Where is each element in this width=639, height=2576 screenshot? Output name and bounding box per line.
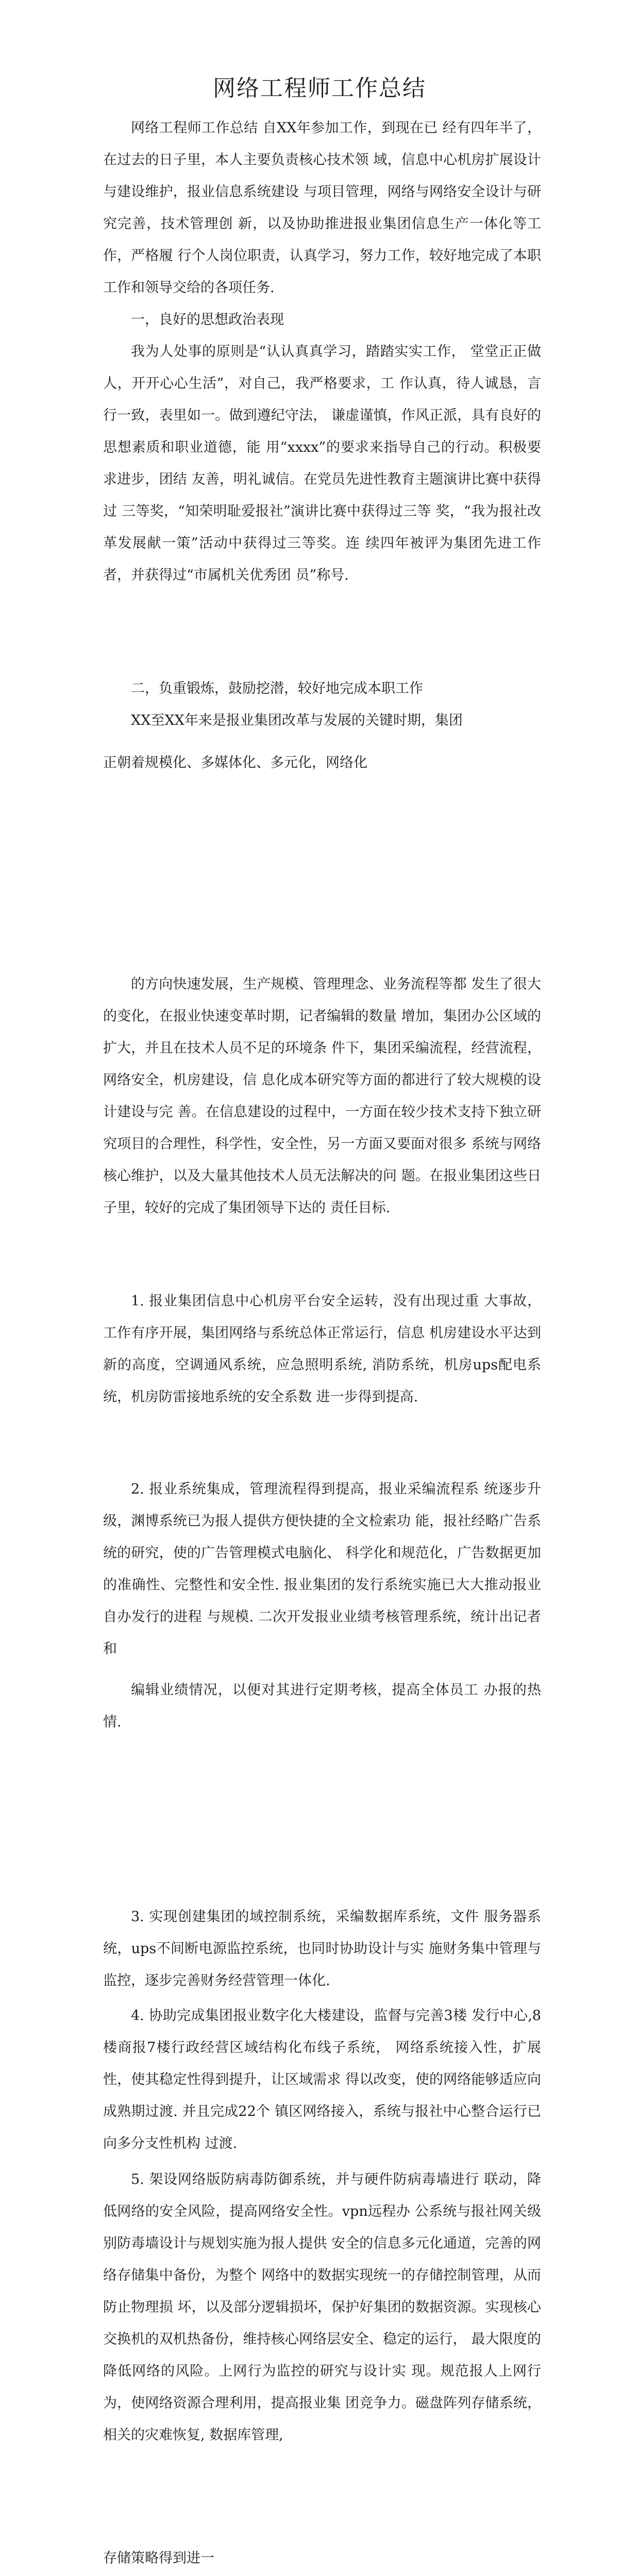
list-item-4: 4. 协助完成集团报业数字化大楼建设，监督与完善3楼 发行中心,8楼商报7楼行政经营区域结构化布线子系统， 网络系统接入性，扩展性，使其稳定性得到提升，让区域需求 得以改变，使的网络能够适应向成熟期过渡. 并且完成22个 镇区网络接入，系统与报社中心整合运行已向多分支性机构 过渡. <box>103 2008 541 2151</box>
list-item-3: 3. 实现创建集团的域控制系统，采编数据库系统，文件 服务器系统，ups不间断电源监控系统，也同时协助设计与实 施财务集中管理与监控，逐步完善财务经营管理一体化. <box>103 1909 541 1989</box>
paragraph-ideology: 我为人处事的原则是“认认真真学习，踏踏实实工作， 堂堂正正做人，开开心心生活”，对自己，我严格要求，工 作认真，待人诚恳，言行一致，表里如一。做到遵纪守法， 谦虚谨慎，作风正派，具有良好的思想素质和职业道德，能 用“xxxx”的要求来指导自己的行动。积极要求进步，团结 友善，明礼诚信。在党员先进性教育主题演讲比赛中获得过 三等奖，“知荣明耻爱报社”演讲比赛中获得过三等 奖，“我为报社改革发展献一策”活动中获得过三等奖。连 续四年被评为集团先进工作者，并获得过“市属机关优秀团 员”称号. <box>103 344 541 583</box>
section-heading-2: 二，负重锻炼，鼓励挖潜，较好地完成本职工作 <box>131 681 423 697</box>
paragraph-development: 的方向快速发展，生产规模、管理理念、业务流程等都 发生了很大的变化，在报业快速变革时期，记者编辑的数量 增加，集团办公区域的扩大，并且在技术人员不足的环境条 件下，集团采编流程，经营流程，网络安全，机房建设，信 息化成本研究等方面的都进行了较大规模的设计建设与完 善。在信息建设的过程中，一方面在较少技术支持下独立研 究项目的合理性，科学性，安全性，另一方面又要面对很多 系统与网络核心维护，以及大量其他技术人员无法解决的问 题。在报业集团这些日子里，较好的完成了集团领导下达的 责任目标. <box>103 976 541 1216</box>
list-item-5: 5. 架设网络版防病毒防御系统，并与硬件防病毒墙进行 联动，降低网络的安全风险，提高网络安全性。vpn远程办 公系统与报社网关级别防毒墙设计与规划实施为报人提供 安全的信息多元化通道，完善的网络存储集中备份，为整个 网络中的数据实现统一的存储控制管理，从而防止物理损 坏，以及部分逻辑损坏，保护好集团的数据资源。实现核心 交换机的双机热备份，维持核心网络层安全、稳定的运行， 最大限度的降低网络的风险。上网行为监控的研究与设计实 现。规范报人上网行为，使网络资源合理利用，提高报业集 团竞争力。磁盘阵列存储系统，相关的灾难恢复, 数据库管理, <box>103 2172 541 2443</box>
list-item-2: 2. 报业系统集成，管理流程得到提高，报业采编流程系 统逐步升级，渊博系统已为报人提供方便快捷的全文检索功 能，报社经略广告系统的研究，使的广告管理模式电脑化、 科学化和规范化，广告数据更加的准确性、完整性和安全性. 报业集团的发行系统实施已大大推动报业自办发行的进程 与规模. 二次开发报业业绩考核管理系统，统计出记者和 <box>103 1481 541 1657</box>
paragraph-direction: 正朝着规模化、多媒体化、多元化，网络化 <box>103 755 367 771</box>
paragraph-period: XX至XX年来是报业集团改革与发展的关键时期，集团 <box>131 713 463 728</box>
list-item-1: 1. 报业集团信息中心机房平台安全运转，没有出现过重 大事故，工作有序开展，集团网络与系统总体正常运行，信息 机房建设水平达到新的高度，空调通风系统，应急照明系统, 消防系统，机房ups配电系统，机房防雷接地系统的安全系数 进一步得到提高. <box>103 1293 541 1405</box>
paragraph-trailing: 存储策略得到进一 <box>103 2550 214 2566</box>
paragraph-intro: 网络工程师工作总结 自XX年参加工作，到现在已 经有四年半了，在过去的日子里，本人主要负责核心技术领 域，信息中心机房扩展设计与建设维护，报业信息系统建设 与项目管理，网络与网络安全设计与研究完善，技术管理创 新，以及协助推进报业集团信息生产一体化等工作，严格履 行个人岗位职责，认真学习，努力工作，较好地完成了本职 工作和领导交给的各项任务. <box>103 120 541 296</box>
section-heading-1: 一，良好的思想政治表现 <box>131 312 284 328</box>
document-title: 网络工程师工作总结 <box>213 75 426 101</box>
paragraph-editor-performance: 编辑业绩情况，以便对其进行定期考核，提高全体员工 办报的热情. <box>103 1682 541 1730</box>
